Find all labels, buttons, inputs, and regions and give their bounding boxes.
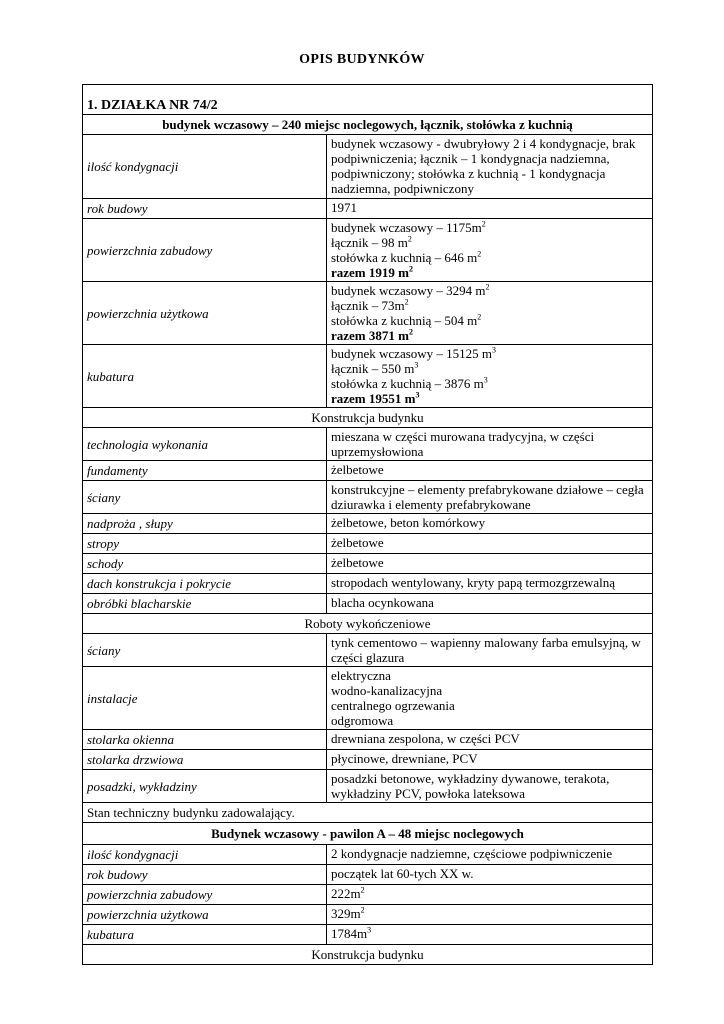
row-value: początek lat 60-tych XX w.	[327, 865, 653, 885]
row-label: ilość kondygnacji	[83, 845, 327, 865]
finishing-heading: Roboty wykończeniowe	[83, 614, 653, 634]
row-label: stropy	[83, 534, 327, 554]
row-label: powierzchnia zabudowy	[83, 885, 327, 905]
row-label: technologia wykonania	[83, 428, 327, 461]
row-label: posadzki, wykładziny	[83, 770, 327, 803]
row-value: żelbetowe, beton komórkowy	[327, 514, 653, 534]
construction-heading: Konstrukcja budynku	[83, 945, 653, 965]
document-title: OPIS BUDYNKÓW	[299, 52, 425, 67]
row-label: powierzchnia użytkowa	[83, 282, 327, 345]
row-label: fundamenty	[83, 461, 327, 481]
value-line: budynek wczasowy – $1175m^2$	[331, 219, 486, 235]
value-line: łącznik – 98 $m^2$	[331, 234, 412, 250]
value-line: odgromowa	[331, 713, 394, 728]
row-value	[327, 219, 653, 282]
row-label: dach konstrukcja i pokrycie	[83, 574, 327, 594]
row-value: żelbetowe	[327, 534, 653, 554]
value-line: stołówka z kuchnią – 504 $m^2$	[331, 312, 482, 328]
value-line: budynek wczasowy – 3294 $m^2$	[331, 282, 490, 298]
row-value: $222m^2$	[327, 885, 653, 905]
value-line: wodno-kanalizacyjna	[331, 683, 443, 698]
building1-heading: budynek wczasowy – 240 miejsc noclegowych, łącznik, stołówka z kuchnią	[83, 115, 653, 135]
row-label: rok budowy	[83, 199, 327, 219]
row-value: 1971	[327, 199, 653, 219]
row-value: budynek wczasowy - dwubryłowy 2 i 4 kondygnacje, brak podpiwniczenia; łącznik – 1 kondygnacja nadziemna, podpiwniczony; stołówka z kuchnią - 1 kondygnacja nadziemna, podpiwniczony	[327, 135, 653, 199]
row-value: tynk cementowo – wapienny malowany farba emulsyjną, w części glazura	[327, 634, 653, 667]
row-label: obróbki blacharskie	[83, 594, 327, 614]
row-label: stolarka drzwiowa	[83, 750, 327, 770]
row-value: $329m^2$	[327, 905, 653, 925]
value-line: budynek wczasowy – 15125 $m^3$	[331, 345, 497, 361]
value-line: centralnego ogrzewania	[331, 698, 455, 713]
row-label: ilość kondygnacji	[83, 135, 327, 199]
row-label: instalacje	[83, 667, 327, 730]
value-line: stołówka z kuchnią – 3876 $m^3$	[331, 375, 488, 391]
row-label: kubatura	[83, 345, 327, 408]
row-label: nadproża , słupy	[83, 514, 327, 534]
row-label: ściany	[83, 634, 327, 667]
row-value: stropodach wentylowany, kryty papą termozgrzewalną	[327, 574, 653, 594]
row-label: powierzchnia użytkowa	[83, 905, 327, 925]
row-label: kubatura	[83, 925, 327, 945]
row-value: blacha ocynkowana	[327, 594, 653, 614]
row-value: drewniana zespolona, w części PCV	[327, 730, 653, 750]
row-value: 2 kondygnacje nadziemne, częściowe podpiwniczenie	[327, 845, 653, 865]
construction-heading: Konstrukcja budynku	[83, 408, 653, 428]
row-label: rok budowy	[83, 865, 327, 885]
section-heading: 1. DZIAŁKA NR 74/2	[83, 85, 653, 115]
row-value: żelbetowe	[327, 554, 653, 574]
condition-note: Stan techniczny budynku zadowalający.	[83, 803, 653, 823]
building2-heading: Budynek wczasowy - pawilon A – 48 miejsc noclegowych	[83, 823, 653, 845]
total-line: razem 3871 $m^2$	[331, 327, 413, 343]
value-line: stołówka z kuchnią – 646 $m^2$	[331, 249, 482, 265]
buildings-table	[82, 84, 653, 965]
value-line: łącznik – $73m^2$	[331, 297, 409, 313]
row-value	[327, 345, 653, 408]
row-value	[327, 282, 653, 345]
row-value: płycinowe, drewniane, PCV	[327, 750, 653, 770]
row-value: $1784m^3$	[327, 925, 653, 945]
row-value: żelbetowe	[327, 461, 653, 481]
row-value: posadzki betonowe, wykładziny dywanowe, terakota, wykładziny PCV, powłoka lateksowa	[327, 770, 653, 803]
total-line: razem 19551 $m^3$	[331, 390, 420, 406]
row-value: konstrukcyjne – elementy prefabrykowane działowe – cegła dziurawka i elementy prefabrykowane	[327, 481, 653, 514]
value-line: elektryczna	[331, 668, 391, 683]
row-label: schody	[83, 554, 327, 574]
row-label: stolarka okienna	[83, 730, 327, 750]
row-value	[327, 667, 653, 730]
row-label: ściany	[83, 481, 327, 514]
total-line: razem 1919 $m^2$	[331, 264, 413, 280]
row-label: powierzchnia zabudowy	[83, 219, 327, 282]
row-value: mieszana w części murowana tradycyjna, w części uprzemysłowiona	[327, 428, 653, 461]
value-line: łącznik – 550 $m^3$	[331, 360, 419, 376]
